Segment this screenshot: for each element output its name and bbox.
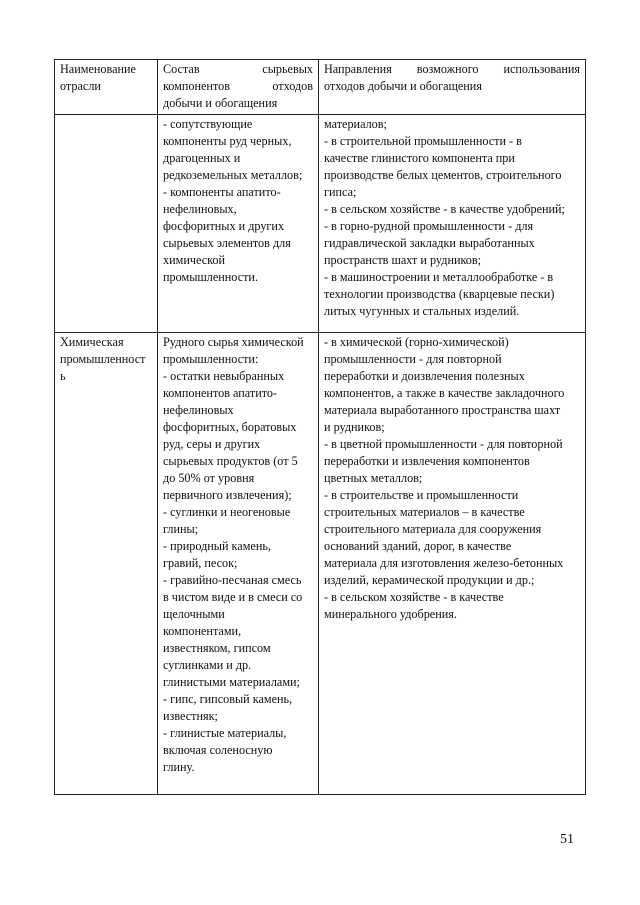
composition-line: - остатки невыбранных [163, 369, 285, 383]
directions-line: строительного материала для сооружения [324, 522, 542, 536]
directions-line: материала выработанного пространства шахт [324, 403, 561, 417]
directions-line: - в сельском хозяйстве - в качестве удобрений; [324, 202, 565, 216]
industry-line: ь [60, 369, 66, 383]
composition-line: химической [163, 253, 226, 267]
header-directions-line: отходов добычи и обогащения [324, 79, 482, 93]
composition-line: фосфоритных и других [163, 219, 285, 233]
composition-cell [158, 333, 319, 795]
table-row [55, 115, 586, 333]
directions-cell [319, 115, 586, 333]
directions-line: строительных материалов – в качестве [324, 505, 525, 519]
composition-line: в чистом виде и в смеси со [163, 590, 303, 604]
industry-line: Химическая [60, 335, 124, 349]
header-composition-line: компонентов отходов [163, 79, 313, 93]
directions-line: материалов; [324, 117, 387, 131]
composition-line: фосфоритных, боратовых [163, 420, 297, 434]
composition-line: - гипс, гипсовый камень, [163, 692, 293, 706]
industry-line: промышленност [60, 352, 146, 366]
waste-usage-table [54, 59, 586, 795]
directions-line: переработки и доизвлечения полезных [324, 369, 525, 383]
composition-line: сырьевых продуктов (от 5 [163, 454, 298, 468]
directions-line: - в горно-рудной промышленности - для [324, 219, 534, 233]
directions-line: цветных металлов; [324, 471, 423, 485]
industry-cell [55, 115, 158, 333]
composition-line: - природный камень, [163, 539, 271, 553]
table-header-row [55, 60, 586, 115]
directions-line: изделий, керамической продукции и др.; [324, 573, 535, 587]
directions-line: минерального удобрения. [324, 607, 457, 621]
composition-line: компонентами, [163, 624, 242, 638]
composition-line: суглинками и др. [163, 658, 252, 672]
industry-cell [55, 333, 158, 795]
composition-line: Рудного сырья химической [163, 335, 304, 349]
composition-line: - гравийно-песчаная смесь [163, 573, 302, 587]
composition-line: промышленности: [163, 352, 259, 366]
directions-line: переработки и извлечения компонентов [324, 454, 530, 468]
composition-line: руд, серы и других [163, 437, 261, 451]
composition-line: глинистыми материалами; [163, 675, 300, 689]
header-industry-cell [55, 60, 158, 115]
composition-line: глины; [163, 522, 199, 536]
header-directions-cell [319, 60, 586, 115]
directions-line: оснований зданий, дорог, в качестве [324, 539, 512, 553]
header-industry-line: Наименование [60, 62, 136, 76]
header-directions-line: Направления возможного использования [324, 62, 580, 76]
header-composition-line: Состав сырьевых [163, 62, 313, 76]
directions-line: - в строительной промышленности - в [324, 134, 522, 148]
composition-line: сырьевых элементов для [163, 236, 291, 250]
composition-line: щелочными [163, 607, 225, 621]
directions-line: - в химической (горно-химической) [324, 335, 509, 349]
directions-line: технологии производства (кварцевые пески) [324, 287, 555, 301]
composition-line: - суглинки и неогеновые [163, 505, 291, 519]
page-number: 51 [560, 832, 574, 847]
composition-line: компоненты руд черных, [163, 134, 292, 148]
directions-line: и рудников; [324, 420, 385, 434]
composition-line: первичного извлечения); [163, 488, 292, 502]
composition-line: нефелиновых [163, 403, 234, 417]
directions-line: литых чугунных и стальных изделий. [324, 304, 520, 318]
composition-line: известняком, гипсом [163, 641, 271, 655]
directions-line: компонентов, а также в качестве закладочного [324, 386, 565, 400]
composition-line: промышленности. [163, 270, 259, 284]
composition-line: гравий, песок; [163, 556, 238, 570]
directions-line: производстве белых цементов, строительного [324, 168, 562, 182]
directions-line: - в строительстве и промышленности [324, 488, 519, 502]
directions-line: промышленности - для повторной [324, 352, 502, 366]
composition-line: драгоценных и [163, 151, 241, 165]
directions-line: материала для изготовления железо-бетонных [324, 556, 564, 570]
composition-line: известняк; [163, 709, 218, 723]
composition-line: компонентов апатито- [163, 386, 278, 400]
directions-line: пространств шахт и рудников; [324, 253, 482, 267]
table-row [55, 333, 586, 795]
composition-line: - компоненты апатито- [163, 185, 281, 199]
composition-cell [158, 115, 319, 333]
directions-line: - в сельском хозяйстве - в качестве [324, 590, 504, 604]
header-composition-line: добычи и обогащения [163, 96, 278, 110]
composition-line: глину. [163, 760, 195, 774]
directions-line: гипса; [324, 185, 357, 199]
header-industry-line: отрасли [60, 79, 101, 93]
directions-line: - в цветной промышленности - для повторной [324, 437, 563, 451]
directions-cell [319, 333, 586, 795]
composition-line: - глинистые материалы, [163, 726, 287, 740]
composition-line: включая соленосную [163, 743, 273, 757]
directions-line: - в машиностроении и металлообработке - в [324, 270, 554, 284]
composition-line: - сопутствующие [163, 117, 253, 131]
composition-line: редкоземельных металлов; [163, 168, 303, 182]
directions-line: качестве глинистого компонента при [324, 151, 515, 165]
composition-line: нефелиновых, [163, 202, 237, 216]
composition-line: до 50% от уровня [163, 471, 255, 485]
header-composition-cell [158, 60, 319, 115]
directions-line: гидравлической закладки выработанных [324, 236, 535, 250]
